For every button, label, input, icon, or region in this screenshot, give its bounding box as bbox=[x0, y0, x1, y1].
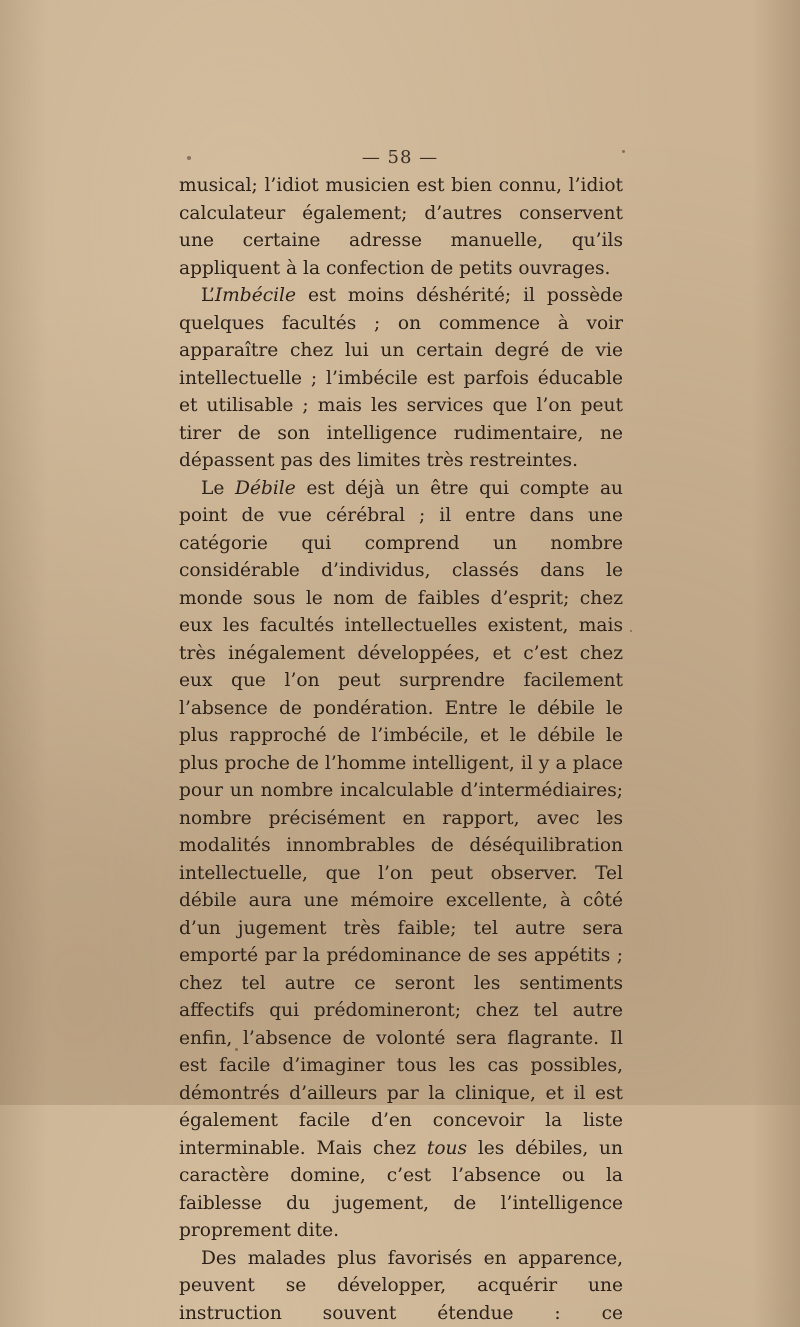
paragraph-3 bbox=[179, 475, 623, 1245]
emphasis-tous: tous bbox=[427, 1138, 467, 1159]
paragraph-3-text-a: Le bbox=[201, 478, 235, 499]
paragraph-1 bbox=[179, 172, 623, 282]
paragraph-4-text: Des malades plus favorisés en apparence, peuvent se développer, acquérir une instruction souvent étendue : ce bbox=[179, 1248, 623, 1324]
paper-speck bbox=[622, 150, 625, 153]
paragraph-2 bbox=[179, 282, 623, 475]
paragraph-2-text-a: L’ bbox=[201, 285, 215, 306]
term-debile: Débile bbox=[235, 478, 296, 499]
page-number: — 58 — bbox=[0, 147, 800, 168]
paragraph-2-text-b: est moins déshérité; il possède quelques facultés ; on commence à voir apparaître chez lui un certain degré de vie intellectuelle ; l’imbécile est parfois éducable et utilisable ; mais les services que l’on peut tirer de son intelligence rudimentaire, ne dépassent pas des limites très restreintes. bbox=[179, 285, 623, 471]
paragraph-3-text-c: les débiles, un caractère domine, c’est l’absence ou la faiblesse du jugement, de l’intelligence proprement dite. bbox=[179, 1138, 623, 1242]
paragraph-1-text: musical; l’idiot musicien est bien connu, l’idiot calculateur également; d’autres conservent une certaine adresse manuelle, qu’ils appliquent à la confection de petits ouvrages. bbox=[179, 175, 623, 279]
paper-speck bbox=[187, 156, 191, 160]
term-imbecile: Imbécile bbox=[215, 285, 296, 306]
paper-speck bbox=[630, 630, 632, 632]
paper-speck bbox=[235, 1048, 238, 1051]
body-text bbox=[179, 172, 623, 1327]
paragraph-3-text-b: est déjà un être qui compte au point de vue cérébral ; il entre dans une catégorie qui comprend un nombre considérable d’individus, classés dans le monde sous le nom de faibles d’esprit; chez eux les facultés intellectuelles existent, mais très inégalement développées, et c’est chez eux que l’on peut surprendre facilement l’absence de pondération. Entre le débile le plus rapproché de l’imbécile, et le débile le plus proche de l’homme intelligent, il y a place pour un nombre incalculable d’intermédiaires; nombre précisément en rapport, avec les modalités innombrables de déséquilibration intellectuelle, que l’on peut observer. Tel débile aura une mémoire excellente, à côté d’un jugement très faible; tel autre sera emporté par la prédominance de ses appétits ; chez tel autre ce seront les sentiments affectifs qui prédomineront; chez tel autre enfin, l’absence de volonté sera flagrante. Il est facile d’imaginer tous les cas possibles, démontrés d’ailleurs par la clinique, et il est également facile d’en concevoir la liste interminable. Mais chez bbox=[179, 478, 623, 1159]
paragraph-4 bbox=[179, 1245, 623, 1327]
